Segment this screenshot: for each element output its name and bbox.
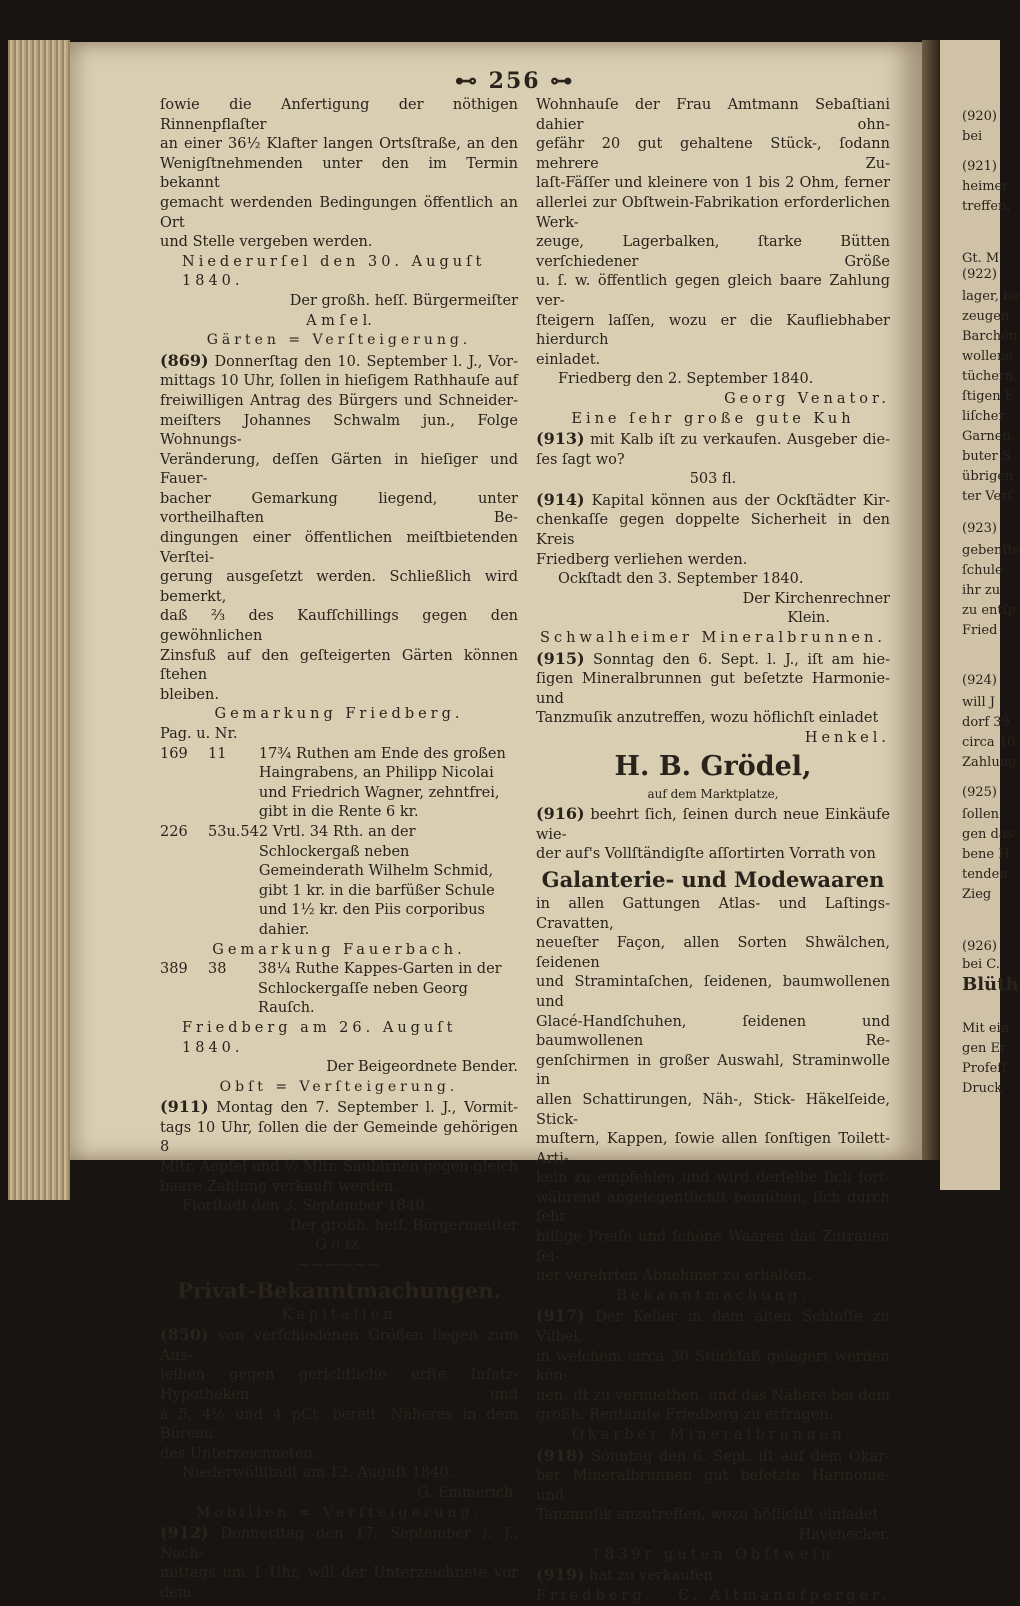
next-page-fragment: (924) (962, 673, 997, 688)
notice-number: (915) (536, 648, 585, 668)
text-line: Donnerſtag den 10. September l. J., Vor- (214, 353, 519, 370)
text-line: ſowie die Anfertigung der nöthigen Rinnenpflaſter (160, 97, 518, 133)
next-page-fragment: zeugen, (962, 309, 1014, 324)
next-page-fragment: (923) (962, 521, 997, 536)
next-page-fragment: gebenſte (962, 543, 1020, 558)
next-page-fragment: gen das (962, 827, 1014, 842)
notice-number: (869) (160, 350, 209, 370)
text-line: daß ⅔ des Kaufſchillings gegen den gewöhnlichen (160, 608, 518, 645)
next-page-fragment: treffen, (962, 199, 1011, 214)
notice-number: (914) (536, 489, 585, 509)
signature-title: Der großh. heſſ. Bürgermeiſter (289, 292, 518, 309)
notice-number: (917) (536, 1306, 585, 1326)
text-line: leihen gegen gerichtliche erſte Inſatz-Hypotheken und (160, 1367, 518, 1403)
text-line: muſtern, Kappen, ſowie allen ſonſtigen Toilett-Arti- (536, 1131, 890, 1167)
notice-number: (916) (536, 804, 585, 824)
next-page-fragment: bei (962, 129, 983, 144)
text-line: u. ſ. w. öffentlich gegen gleich baare Zahlung ver- (536, 273, 890, 309)
next-page-fragment: (922) (962, 267, 997, 282)
next-page-fragment: Mit ein (962, 1021, 1010, 1036)
notice-number: (919) (536, 1565, 585, 1585)
next-page-fragment: tenden (962, 867, 1008, 882)
nr-cell: 38 (208, 961, 227, 978)
text-line: dingungen einer öffentlichen meiſtbietenden Verſtei- (160, 530, 518, 566)
text-line: billige Preiſe und ſchöne Waaren das Zutrauen ſei- (536, 1229, 890, 1265)
text-line: allerlei zur Obſtwein-Fabrikation erforderlichen Werk- (536, 194, 890, 231)
text-line: gemacht werdenden Bedingungen öffentlich an Ort (160, 194, 518, 231)
next-page-fragment: Profeſſ (962, 1061, 1007, 1076)
notice-number: (913) (536, 429, 585, 449)
signature-title: Der Kirchenrechner (742, 590, 890, 607)
next-page-fragment: Garnen, (962, 429, 1015, 444)
next-page-fragment: Zahlung (962, 755, 1017, 770)
gemarkung-heading: Gemarkung Fauerbach. (212, 941, 466, 958)
notice-heading: 1839r guten Obſtwein (591, 1546, 835, 1563)
lots-table (160, 960, 518, 1019)
next-page-fragment: (926) (962, 939, 997, 954)
signature-name: Havenecker. (798, 1526, 890, 1543)
lots-table (160, 745, 518, 941)
text-line: gerung ausgeſetzt werden. Schließlich wird bemerkt, (160, 569, 518, 605)
next-page-fragment: gen Er (962, 1041, 1007, 1056)
text-line: mittags 10 Uhr, ſollen in hieſigem Rathhauſe auf (160, 373, 518, 390)
text-line: ſes ſagt wo? (536, 451, 625, 468)
notice-heading: Schwalheimer Mineralbrunnen. (540, 630, 886, 647)
text-line: Kapital können aus der Ockſtädter Kir- (591, 492, 890, 509)
text-line: tags 10 Uhr, ſollen die der Gemeinde gehörigen 8 (160, 1119, 518, 1156)
text-line: mit Kalb iſt zu verkaufen. Ausgeber die- (590, 432, 890, 449)
notice-heading: Gärten = Verſteigerung. (206, 332, 472, 349)
next-page-fragment: tüchern, (962, 369, 1018, 384)
text-line: Montag den 7. September l. J., Vormit- (216, 1100, 518, 1117)
notice-number: (918) (536, 1445, 585, 1465)
next-page-fragment: (925) (962, 785, 997, 800)
next-page-fragment: liſcher (962, 409, 1005, 424)
text-line: großh. Rentamte Friedberg zu erfragen. (536, 1407, 834, 1424)
text-line: freiwilligen Antrag des Bürgers und Schneider- (160, 392, 518, 409)
ornament-right-icon: ⊶ (550, 68, 575, 94)
page-number: 256 (488, 68, 541, 94)
next-page-fragment: zu entſp (962, 603, 1016, 618)
table-row (160, 745, 518, 823)
text-line: zeuge, Lagerbalken, ſtarke Bütten verſchiedener Größe (536, 234, 890, 270)
signature-title: Der Beigeordnete Bender. (326, 1059, 518, 1076)
text-line: des Unterzeichneten. (160, 1445, 318, 1462)
signature-name: Klein. (787, 610, 830, 627)
text-line: bacher Gemarkung liegend, unter vortheilhaften Be- (160, 490, 518, 527)
next-page-fragment: Gt. M. (962, 251, 1004, 266)
place-date: Friedberg den 2. September 1840. (558, 371, 814, 388)
goods-title: Galanterie- und Modewaaren (541, 866, 885, 892)
left-column (160, 96, 518, 1604)
next-page-fragment: wollene (962, 349, 1014, 364)
next-page-fragment: buter S (962, 449, 1011, 464)
ornament-rule: ⁓⁓⁓⁓⁓⁓ (297, 1258, 381, 1274)
text-line: Der Keller in dem alten Schloſſe zu Vilbel, (536, 1309, 891, 1346)
notice-number: (911) (160, 1097, 209, 1117)
text-line: beehrt ſich, ſeinen durch neue Einkäufe wie- (536, 807, 890, 843)
next-page-fragment: ter Verſ (962, 489, 1013, 504)
table-header: Pag. u. Nr. (160, 726, 238, 742)
text-line: hat zu verkaufen (589, 1568, 713, 1585)
next-page-fragment: Druck (962, 1081, 1003, 1096)
notice-heading: Okarber Mineralbrunnen. (571, 1427, 855, 1443)
next-page-edge (940, 40, 1020, 1190)
notice-heading: Obſt = Verſteigerung. (219, 1078, 459, 1095)
next-page-fragment: (920) (962, 109, 997, 124)
signature-name: A m ſ e l. (306, 312, 372, 329)
next-page-fragment: will J (962, 695, 995, 710)
notice-heading: Eine ſehr große gute Kuh (571, 410, 855, 427)
next-page-fragment: übrigen (962, 469, 1014, 484)
text-line: der auf's Vollſtändigſte aſſortirten Vorrath von (536, 846, 876, 863)
ornament-left-icon: ⊷ (455, 68, 479, 94)
signature-name: Henkel. (804, 730, 890, 746)
text-line: laſt-Fäſſer und kleinere von 1 bis 2 Ohm, ferner (536, 175, 890, 192)
text-line: an einer 36½ Klafter langen Ortsſtraße, an den (160, 136, 518, 153)
merchant-name: H. B. Grödel, (614, 750, 812, 782)
text-line: Tanzmuſik anzutreffen, wozu höflichſt einladet (536, 1507, 879, 1524)
next-page-fragment: dorf 39 (962, 715, 1010, 730)
text-line: Wohnhauſe der Frau Amtmann Sebaſtiani dahier ohn- (536, 97, 890, 133)
text-line: ſigen Mineralbrunnen gut beſetzte Harmonie- und (536, 671, 890, 707)
place-date: Friedberg am 26. Auguſt 1840. (182, 1019, 457, 1056)
text-line: ner verehrten Abnehmer zu erhalten. (536, 1268, 812, 1285)
text-line: einladet. (536, 351, 601, 368)
notice-heading: Mobilien = Verſteigerung. (196, 1504, 482, 1521)
pag-cell: 226 (160, 823, 188, 840)
lot-text: 38¼ Ruthe Kappes-Garten in der Schlockergaſſe neben Georg Rauſch. (258, 961, 502, 1017)
next-page-fragment: Blüth (962, 974, 1019, 995)
table-row (160, 823, 518, 941)
text-line: ſteigern laſſen, wozu er die Kaufliebhaber hierdurch (536, 312, 890, 349)
next-page-fragment: (921) (962, 159, 997, 174)
signature-title: Der großh. heſſ. Bürgermeiſter (289, 1217, 518, 1234)
signature-name: C. Altmannſperger. (678, 1587, 890, 1604)
place-date: Florſtadt den 3. September 1840. (182, 1198, 430, 1215)
text-line: Donnerſtag den 17. September l. J., Nach- (160, 1526, 518, 1562)
text-line: gefähr 20 gut gehaltene Stück-, ſodann mehrere Zu- (536, 136, 890, 172)
next-page-fragment: Zieg (962, 887, 992, 902)
book-page-edges (8, 40, 70, 1200)
text-line: Glacé-Handſchuhen, ſeidenen und baumwollenen Re- (536, 1013, 890, 1050)
nr-cell: 53u.54 (208, 823, 259, 840)
next-page-fragment: heimer (962, 179, 1009, 194)
signature-name: Georg Venator. (724, 390, 890, 407)
text-line: ber Mineralbrunnen gut beſetzte Harmonie- und (536, 1468, 890, 1504)
text-line: von verſchiedenen Größen liegen zum Aus- (160, 1328, 519, 1364)
page-header (455, 68, 574, 94)
text-line: in allen Gattungen Atlas- und Laſtings-Cravatten, (536, 895, 890, 932)
lot-text: 2 Vrtl. 34 Rth. an der Schlockergaß neben Gemeinderath Wilhelm Schmid, gibt 1 kr. in die barfüßer Schule und 1½ kr. den Piis corporibus dahier. (258, 823, 495, 938)
place-date: Ockſtadt den 3. September 1840. (558, 571, 804, 588)
merchant-location: auf dem Marktplatze, (647, 786, 779, 801)
next-page-fragment: ſollen (962, 807, 1000, 822)
section-title: Privat-Bekanntmachungen. (177, 1277, 501, 1303)
text-line: Friedberg verliehen werden. (536, 551, 748, 568)
text-line: Wenigſtnehmenden unter den im Termin bekannt (160, 155, 518, 192)
place-date: Niederurſel den 30. Auguſt 1840. (182, 253, 486, 290)
nr-cell: 11 (208, 745, 227, 762)
closing-line (536, 1587, 890, 1606)
text-line: und Stramintaſchen, ſeidenen, baumwollenen und (536, 974, 890, 1010)
next-page-fragment: bei C. (962, 957, 1000, 972)
text-line: allen Schattirungen, Näh-, Stick- Häkelſeide, Stick- (536, 1091, 890, 1128)
next-page-fragment: circa 10 (962, 735, 1016, 750)
table-row (160, 960, 518, 1019)
next-page-fragment: Barchen (962, 329, 1018, 344)
text-line: Mltr. Aepfel und ½ Mltr. Saubirnen gegen gleich (160, 1159, 518, 1176)
next-page-fragment: ſtigen F (962, 389, 1014, 404)
lot-text: 17¾ Ruthen am Ende des großen Haingrabens, an Philipp Nicolai und Friedrich Wagner, zehntfrei, gibt in die Rente 6 kr. (258, 745, 506, 821)
pag-cell: 169 (160, 745, 188, 762)
signature-name: G ö tz. (315, 1237, 363, 1254)
text-line: baare Zahlung verkauft werden. (160, 1178, 398, 1195)
notice-heading: Bekanntmachung. (616, 1287, 810, 1304)
text-line: Zinsfuß auf den geſteigerten Gärten können ſtehen (160, 647, 518, 684)
notice-heading: Kapitalien (281, 1306, 397, 1323)
text-line: keln zu empfehlen und wird derſelbe ſich fort- (536, 1170, 890, 1187)
text-line: in welchem circa 30 Stückfaß gelagert werden kön- (536, 1348, 890, 1385)
text-line: chenkaſſe gegen doppelte Sicherheit in den Kreis (536, 512, 890, 549)
notice-number: (912) (160, 1523, 209, 1543)
text-line: mittags um 1 Uhr, will der Unterzeichnete vor dem (160, 1565, 518, 1601)
signature-name: G. Emmerich. (417, 1484, 518, 1501)
text-line: bleiben. (160, 686, 219, 703)
place: Friedberg. (536, 1587, 655, 1604)
next-page-fragment: ſchule (962, 563, 1003, 578)
text-line: Sonntag den 6. Sept. l. J., iſt am hie- (593, 651, 891, 668)
text-line: Tanzmuſik anzutreffen, wozu höflichſt einladet (536, 710, 879, 727)
text-line: Veränderung, deſſen Gärten in hieſiger und Fauer- (160, 451, 518, 488)
notice-number: (850) (160, 1325, 209, 1345)
amount: 503 fl. (689, 471, 737, 488)
text-line: nen, iſt zu vermiethen, und das Nähere bei dem (536, 1387, 890, 1404)
place-date: Niederwöllſtadt am 12. Auguſt 1840. (182, 1465, 454, 1482)
text-line: meiſters Johannes Schwalm jun., Folge Wohnungs- (160, 412, 518, 449)
text-line: Sonntag den 6. Sept. iſt auf dem Okar- (591, 1448, 891, 1465)
next-page-fragment: Fried (962, 623, 998, 638)
text-line: à 5, 4½ und 4 pCt. bereit. Näheres in dem Büreau (160, 1406, 518, 1443)
next-page-fragment: bene H (962, 847, 1010, 862)
text-line: genſchirmen in großer Auswahl, Straminwolle in (536, 1052, 890, 1089)
text-line: während angelegentlichſt bemühen, ſich durch ſehr (536, 1189, 890, 1226)
text-line: neueſter Façon, allen Sorten Shwälchen, ſeidenen (536, 935, 890, 971)
text-line: und Stelle vergeben werden. (160, 234, 373, 251)
next-page-fragment: lager, be (962, 289, 1019, 304)
gemarkung-heading: Gemarkung Friedberg. (214, 706, 464, 723)
right-column (536, 96, 890, 1606)
pag-cell: 389 (160, 961, 188, 978)
next-page-fragment: ihr zu (962, 583, 1001, 598)
book-gutter (922, 40, 940, 1160)
